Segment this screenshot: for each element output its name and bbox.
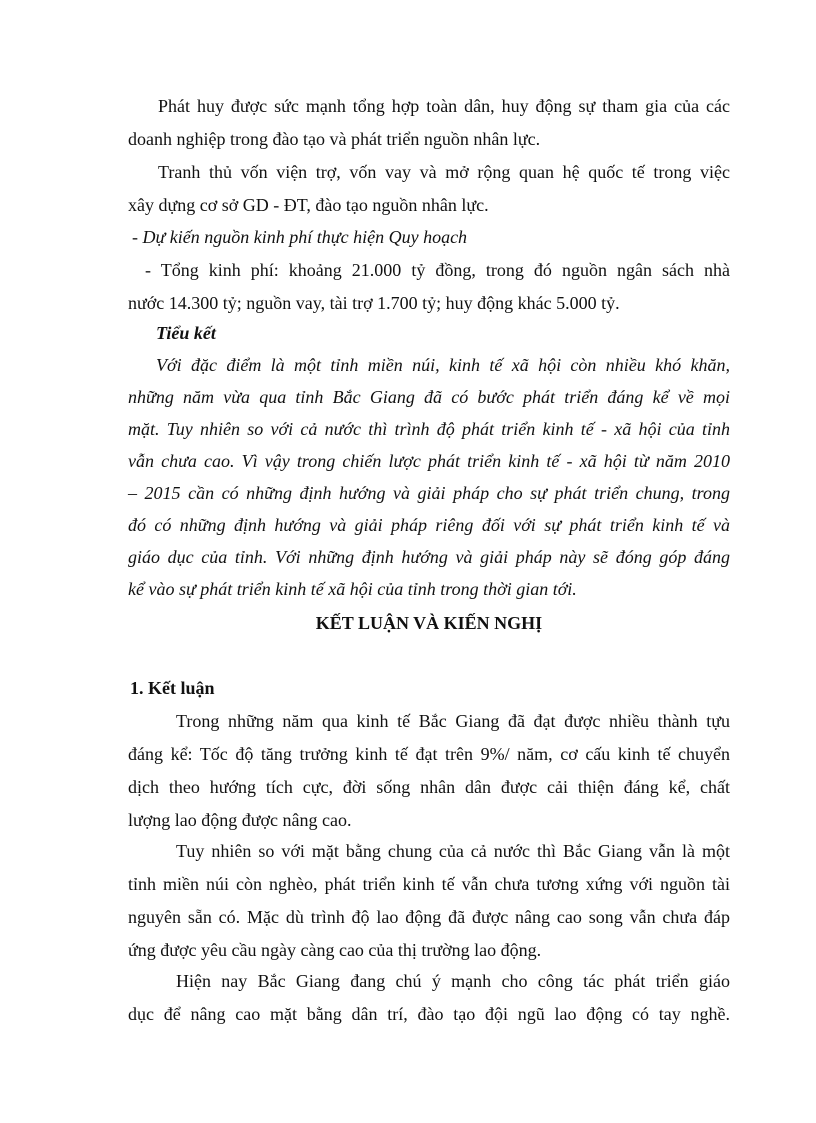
summary-line: đó có những định hướng và giải pháp riêng đối với sự phát triển kinh tế và [128,515,730,535]
summary-line: Với đặc điểm là một tỉnh miền núi, kinh tế xã hội còn nhiều khó khăn, [156,355,730,375]
funding-heading: - Dự kiến nguồn kinh phí thực hiện Quy hoạch [132,227,468,247]
conclusion-line: Tuy nhiên so với mặt bằng chung của cả nước thì Bắc Giang vẫn là một [176,841,730,861]
paragraph-line: doanh nghiệp trong đào tạo và phát triển nguồn nhân lực. [128,129,541,149]
summary-line: những năm vừa qua tỉnh Bắc Giang đã có bước phát triển đáng kể về mọi [128,387,730,407]
summary-line: mặt. Tuy nhiên so với cả nước thì trình độ phát triển kinh tế - xã hội của tỉnh [128,419,730,439]
summary-heading: Tiểu kết [156,323,216,343]
conclusion-line: Trong những năm qua kinh tế Bắc Giang đã đạt được nhiều thành tựu [176,711,730,731]
summary-line: – 2015 cần có những định hướng và giải pháp cho sự phát triển chung, trong [128,483,730,503]
conclusion-line: dịch theo hướng tích cực, đời sống nhân dân được cải thiện đáng kể, chất [128,777,730,797]
paragraph-line: - Tổng kinh phí: khoảng 21.000 tỷ đồng, trong đó nguồn ngân sách nhà [145,260,730,280]
conclusion-line: nguyên sẵn có. Mặc dù trình độ lao động đã được nâng cao song vẫn chưa đáp [128,907,730,927]
paragraph-line: nước 14.300 tỷ; nguồn vay, tài trợ 1.700 tỷ; huy động khác 5.000 tỷ. [128,293,620,313]
chapter-title: KẾT LUẬN VÀ KIẾN NGHỊ [315,613,543,633]
paragraph-line: Phát huy được sức mạnh tổng hợp toàn dân, huy động sự tham gia của các [158,96,730,116]
conclusion-line: đáng kể: Tốc độ tăng trưởng kinh tế đạt trên 9%/ năm, cơ cấu kinh tế chuyển [128,744,730,764]
conclusion-line: tỉnh miền núi còn nghèo, phát triển kinh tế vẫn chưa tương xứng với nguồn tài [128,874,730,894]
conclusion-line: ứng được yêu cầu ngày càng cao của thị trường lao động. [128,940,542,960]
paragraph-line: Tranh thủ vốn viện trợ, vốn vay và mở rộng quan hệ quốc tế trong việc [158,162,730,182]
paragraph-line: xây dựng cơ sở GD - ĐT, đào tạo nguồn nhân lực. [128,195,489,215]
conclusion-line: dục để nâng cao mặt bằng dân trí, đào tạo đội ngũ lao động có tay nghề. [128,1004,730,1024]
summary-line: giáo dục của tỉnh. Với những định hướng và giải pháp này sẽ đóng góp đáng [128,547,730,567]
conclusion-line: Hiện nay Bắc Giang đang chú ý mạnh cho công tác phát triển giáo [176,971,730,991]
summary-line: kể vào sự phát triển kinh tế xã hội của tỉnh trong thời gian tới. [128,579,577,599]
section-title: 1. Kết luận [130,678,215,698]
summary-line: vẫn chưa cao. Vì vậy trong chiến lược phát triển kinh tế - xã hội từ năm 2010 [128,451,730,471]
conclusion-line: lượng lao động được nâng cao. [128,810,352,830]
